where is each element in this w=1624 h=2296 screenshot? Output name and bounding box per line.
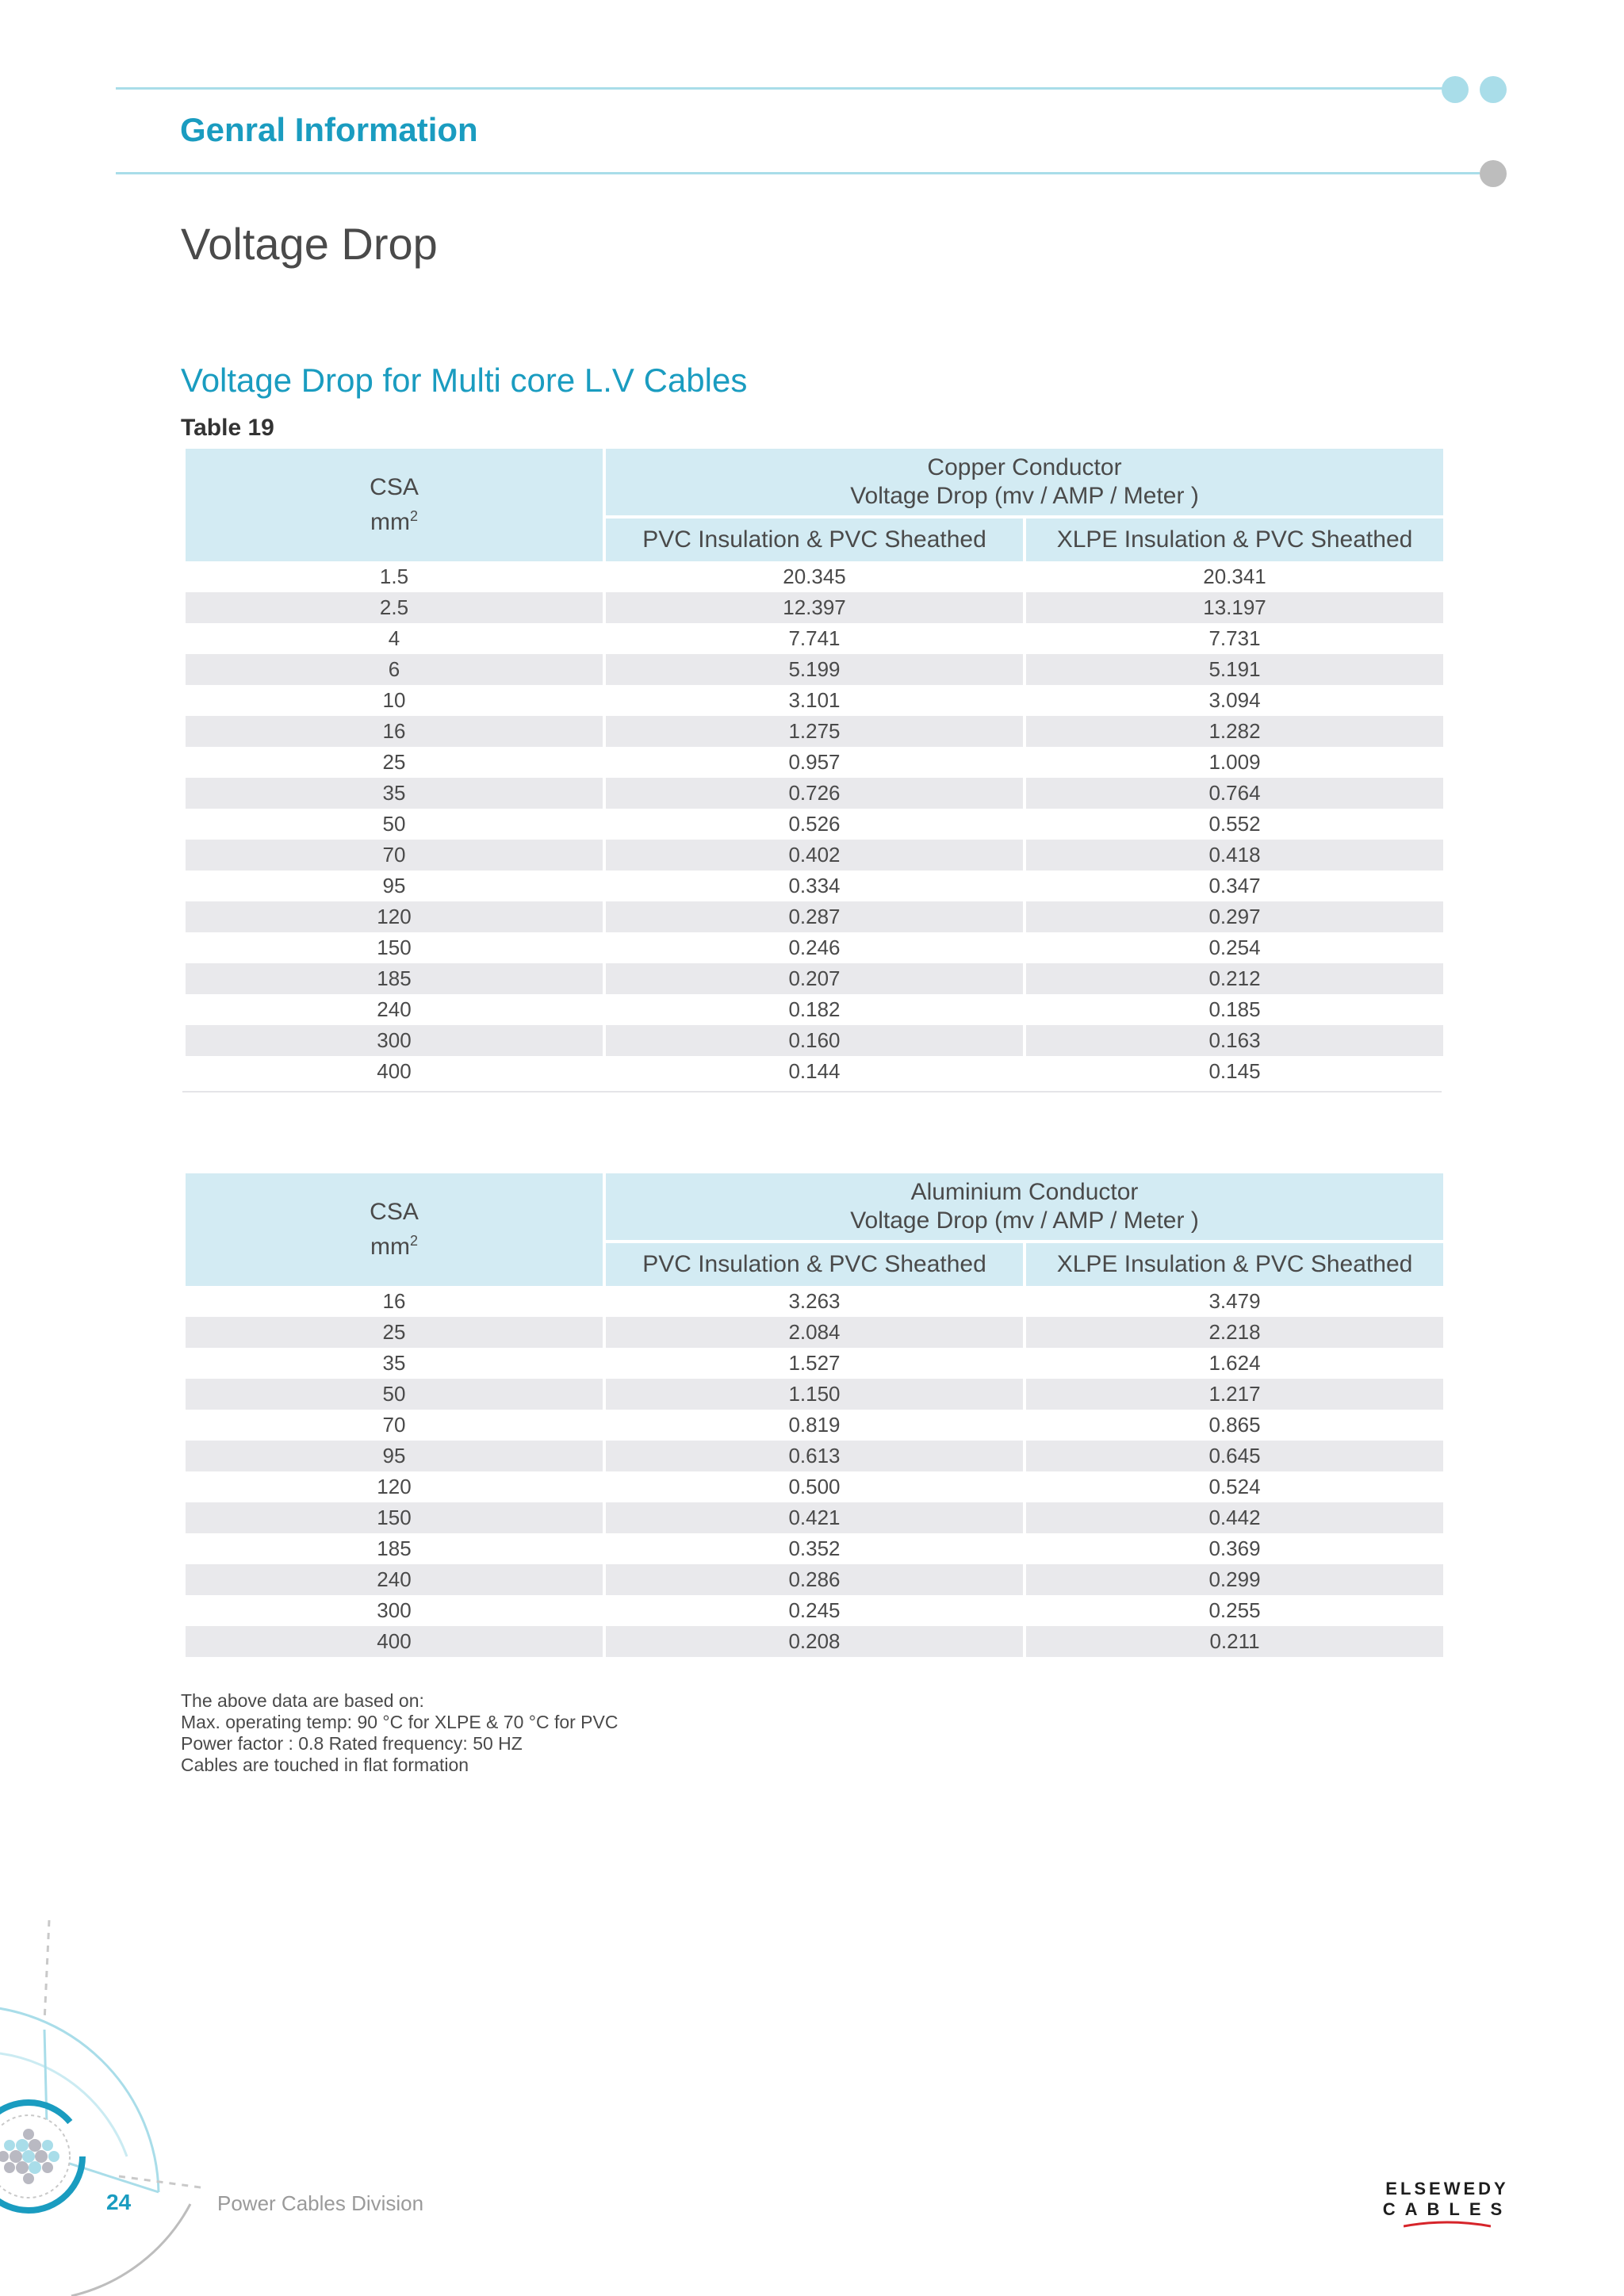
copper-voltage-drop-table [182,449,1446,1087]
xlpe-value-cell: 0.255 [1026,1595,1443,1626]
note-line: Power factor : 0.8 Rated frequency: 50 HZ [181,1733,523,1754]
note-line: The above data are based on: [181,1690,424,1711]
csa-cell: 1.5 [186,561,603,592]
pvc-value-cell: 0.421 [606,1502,1023,1533]
csa-cell: 16 [186,716,603,747]
csa-unit: $mm^2$ [370,1233,418,1260]
xlpe-value-cell: 0.185 [1026,994,1443,1025]
pvc-value-cell: 0.526 [606,809,1023,840]
pvc-value-cell: 0.286 [606,1564,1023,1595]
pvc-value-cell: 0.208 [606,1626,1023,1657]
table-row [186,623,1443,654]
table-row [186,654,1443,685]
table-row [186,1533,1443,1564]
xlpe-value-cell: 1.282 [1026,716,1443,747]
csa-cell: 2.5 [186,592,603,623]
pvc-value-cell: 1.527 [606,1348,1023,1379]
csa-cell: 150 [186,1502,603,1533]
csa-cell: 70 [186,1410,603,1441]
xlpe-value-cell: 0.369 [1026,1533,1443,1564]
pvc-value-cell: 3.263 [606,1286,1023,1317]
header-bottom-rule [116,172,1480,174]
csa-cell: 95 [186,871,603,901]
csa-header [186,449,603,561]
table-row [186,932,1443,963]
table-row [186,1410,1443,1441]
csa-unit: $mm^2$ [370,508,418,535]
table-row [186,1626,1443,1657]
pvc-value-cell: 0.352 [606,1533,1023,1564]
logo-wordmark-bottom: CABLES [1382,2199,1512,2219]
table-row [186,901,1443,932]
csa-cell: 6 [186,654,603,685]
table-row [186,1441,1443,1471]
csa-cell: 50 [186,1379,603,1410]
table-row [186,1564,1443,1595]
pvc-value-cell: 0.287 [606,901,1023,932]
table-row [186,1471,1443,1502]
table-row [186,561,1443,592]
pvc-value-cell: 0.160 [606,1025,1023,1056]
xlpe-value-cell: 0.524 [1026,1471,1443,1502]
section-title: Genral Information [180,111,478,148]
table-row [186,1379,1443,1410]
column-header-xlpe: XLPE Insulation & PVC Sheathed [1026,1243,1443,1286]
pvc-value-cell: 0.500 [606,1471,1023,1502]
xlpe-value-cell: 0.764 [1026,778,1443,809]
conductor-label: Aluminium Conductor [910,1179,1139,1205]
pvc-value-cell: 0.613 [606,1441,1023,1471]
division-label: Power Cables Division [217,2191,424,2215]
table-row [186,871,1443,901]
csa-cell: 120 [186,901,603,932]
csa-label: CSA [370,474,419,500]
xlpe-value-cell: 1.217 [1026,1379,1443,1410]
table-row [186,994,1443,1025]
conductor-header [606,1173,1443,1243]
cable-cross-section-graphic [0,1919,206,2296]
xlpe-value-cell: 0.442 [1026,1502,1443,1533]
csa-cell: 120 [186,1471,603,1502]
logo-wordmark-top: ELSEWEDY [1385,2179,1509,2198]
aluminium-table-body [186,1286,1443,1657]
csa-cell: 10 [186,685,603,716]
csa-cell: 300 [186,1595,603,1626]
table-subtitle: Voltage Drop for Multi core L.V Cables [181,362,748,399]
page-number: 24 [106,2190,132,2214]
table-row [186,685,1443,716]
table-row [186,1595,1443,1626]
table-row [186,592,1443,623]
measure-label: Voltage Drop (mv / AMP / Meter ) [850,483,1199,509]
table-row [186,1502,1443,1533]
xlpe-value-cell: 0.212 [1026,963,1443,994]
table-row [186,840,1443,871]
note-line: Max. operating temp: 90 °C for XLPE & 70 °C for PVC [181,1712,619,1732]
table-row [186,1317,1443,1348]
column-header-pvc: PVC Insulation & PVC Sheathed [606,1243,1023,1286]
csa-cell: 400 [186,1056,603,1087]
xlpe-value-cell: 0.211 [1026,1626,1443,1657]
csa-cell: 16 [186,1286,603,1317]
copper-table-body [186,561,1443,1087]
csa-cell: 400 [186,1626,603,1657]
pvc-value-cell: 0.182 [606,994,1023,1025]
header-top-rule [116,87,1448,90]
csa-cell: 35 [186,778,603,809]
copper-table-bottom-rule [182,1091,1442,1093]
pvc-value-cell: 3.101 [606,685,1023,716]
xlpe-value-cell: 3.479 [1026,1286,1443,1317]
aluminium-voltage-drop-table [182,1173,1446,1657]
csa-cell: 240 [186,994,603,1025]
xlpe-value-cell: 7.731 [1026,623,1443,654]
pvc-value-cell: 0.144 [606,1056,1023,1087]
page-title: Voltage Drop [181,219,438,269]
pvc-value-cell: 5.199 [606,654,1023,685]
header-dot-grey [1480,160,1507,187]
xlpe-value-cell: 0.865 [1026,1410,1443,1441]
header-dot-blue-1 [1442,76,1469,103]
table-row [186,716,1443,747]
table-row [186,809,1443,840]
table-row [186,1286,1443,1317]
csa-cell: 150 [186,932,603,963]
pvc-value-cell: 20.345 [606,561,1023,592]
logo-swoosh-icon [1404,2220,1491,2228]
conductor-label: Copper Conductor [927,454,1122,480]
table-row [186,963,1443,994]
csa-cell: 185 [186,1533,603,1564]
table-notes [181,1690,618,1776]
pvc-value-cell: 0.819 [606,1410,1023,1441]
conductor-header [606,449,1443,519]
table-row [186,747,1443,778]
xlpe-value-cell: 3.094 [1026,685,1443,716]
csa-cell: 240 [186,1564,603,1595]
note-line: Cables are touched in flat formation [181,1755,469,1775]
table-row [186,1056,1443,1087]
csa-cell: 300 [186,1025,603,1056]
csa-cell: 95 [186,1441,603,1471]
xlpe-value-cell: 13.197 [1026,592,1443,623]
pvc-value-cell: 0.334 [606,871,1023,901]
xlpe-value-cell: 0.552 [1026,809,1443,840]
xlpe-value-cell: 5.191 [1026,654,1443,685]
table-row [186,1025,1443,1056]
pvc-value-cell: 7.741 [606,623,1023,654]
csa-cell: 25 [186,747,603,778]
csa-label: CSA [370,1199,419,1225]
xlpe-value-cell: 1.624 [1026,1348,1443,1379]
table-label: Table 19 [181,415,274,441]
csa-cell: 4 [186,623,603,654]
xlpe-value-cell: 0.254 [1026,932,1443,963]
xlpe-value-cell: 0.299 [1026,1564,1443,1595]
pvc-value-cell: 12.397 [606,592,1023,623]
header-dot-blue-2 [1480,76,1507,103]
csa-cell: 70 [186,840,603,871]
measure-label: Voltage Drop (mv / AMP / Meter ) [850,1207,1199,1234]
pvc-value-cell: 1.150 [606,1379,1023,1410]
pvc-value-cell: 2.084 [606,1317,1023,1348]
xlpe-value-cell: 0.145 [1026,1056,1443,1087]
pvc-value-cell: 0.402 [606,840,1023,871]
xlpe-value-cell: 0.645 [1026,1441,1443,1471]
xlpe-value-cell: 20.341 [1026,561,1443,592]
xlpe-value-cell: 0.347 [1026,871,1443,901]
pvc-value-cell: 0.207 [606,963,1023,994]
xlpe-value-cell: 2.218 [1026,1317,1443,1348]
table-row [186,778,1443,809]
xlpe-value-cell: 1.009 [1026,747,1443,778]
pvc-value-cell: 0.957 [606,747,1023,778]
xlpe-value-cell: 0.163 [1026,1025,1443,1056]
csa-cell: 25 [186,1317,603,1348]
column-header-xlpe: XLPE Insulation & PVC Sheathed [1026,519,1443,561]
csa-cell: 35 [186,1348,603,1379]
csa-header [186,1173,603,1286]
pvc-value-cell: 0.726 [606,778,1023,809]
pvc-value-cell: 0.245 [606,1595,1023,1626]
company-logo [1380,2179,1515,2226]
column-header-pvc: PVC Insulation & PVC Sheathed [606,519,1023,561]
pvc-value-cell: 1.275 [606,716,1023,747]
csa-cell: 50 [186,809,603,840]
xlpe-value-cell: 0.418 [1026,840,1443,871]
csa-cell: 185 [186,963,603,994]
xlpe-value-cell: 0.297 [1026,901,1443,932]
table-row [186,1348,1443,1379]
pvc-value-cell: 0.246 [606,932,1023,963]
